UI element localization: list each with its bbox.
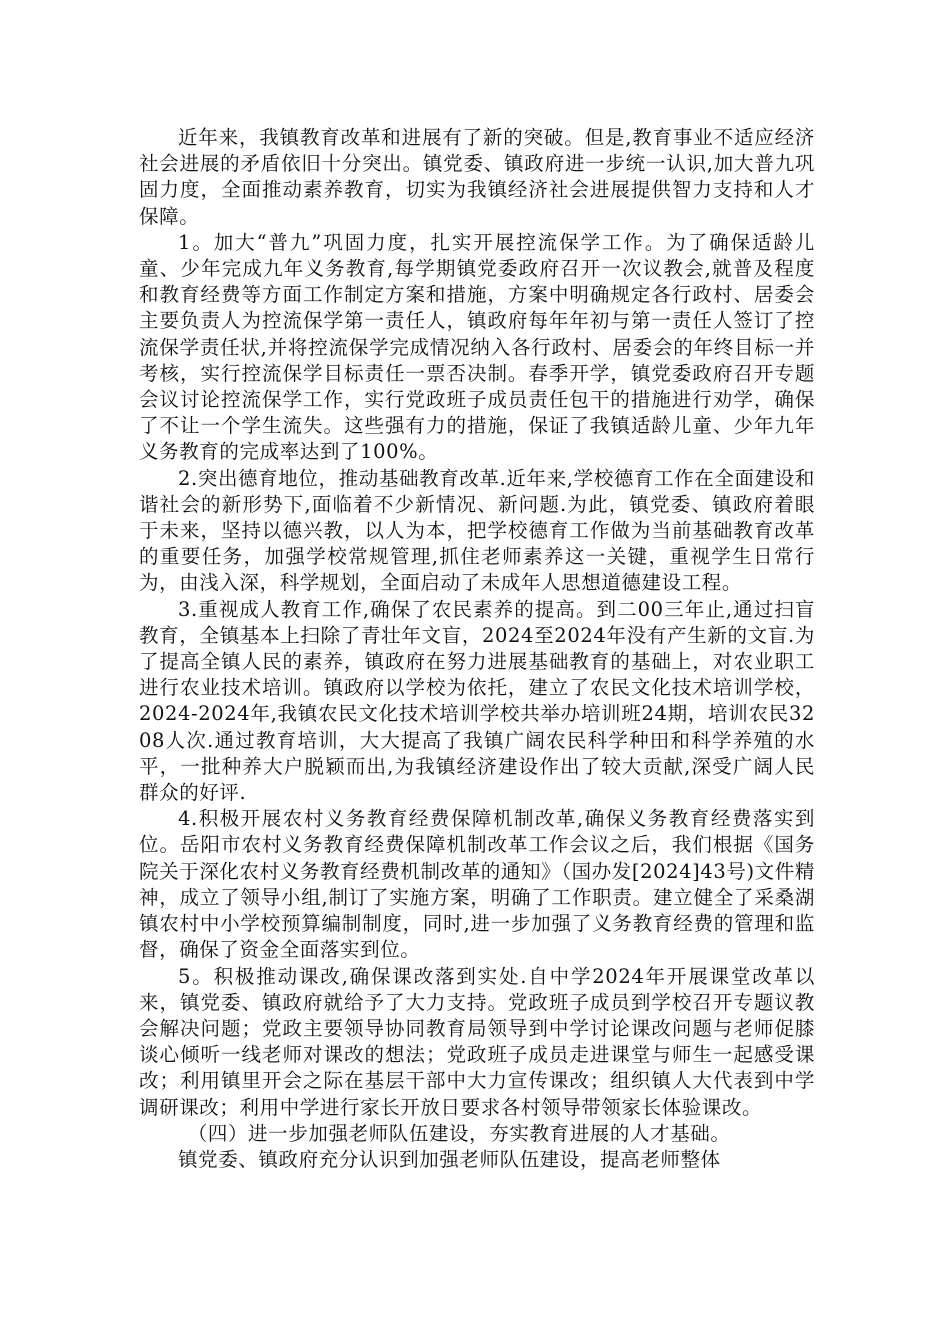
section-heading-4: （四）进一步加强老师队伍建设，夯实教育进展的人才基础。 xyxy=(187,1121,731,1145)
paragraph-intro: 近年来，我镇教育改革和进展有了新的突破。但是,教育事业不适应经济社会进展的矛盾依旧十分突出。镇党委、镇政府进一步统一认识,加大普九巩固力度，全面推动素养教育，切实为我镇经济社会进展提供智力支持和人才保障。 xyxy=(139,126,815,228)
paragraph-item-5: 5。积极推动课改,确保课改落到实处.自中学2024年开展课堂改革以来，镇党委、镇政府就给予了大力支持。党政班子成员到学校召开专题议教会解决问题；党政主要领导协同教育局领导到中学讨论课改问题与老师促膝谈心倾听一线老师对课改的想法；党政班子成员走进课堂与师生一起感受课改；利用镇里开会之际在基层干部中大力宣传课改；组织镇人大代表到中学调研课改；利用中学进行家长开放日要求各村领导带领家长体验课改。 xyxy=(139,964,815,1119)
document-body xyxy=(139,125,815,1173)
paragraph-item-3: 3.重视成人教育工作,确保了农民素养的提高。到二00三年止,通过扫盲教育，全镇基本上扫除了青壮年文盲，2024至2024年没有产生新的文盲.为了提高全镇人民的素养，镇政府在努力进展基础教育的基础上，对农业职工进行农业技术培训。镇政府以学校为依托，建立了农民文化技术培训学校，2024-2024年,我镇农民文化技术培训学校共举办培训班24期，培训农民3208人次.通过教育培训，大大提高了我镇广阔农民科学种田和科学养殖的水平，一批种养大户脱颖而出,为我镇经济建设作出了较大贡献,深受广阔人民群众的好评. xyxy=(139,597,815,805)
paragraph-section-4-start: 镇党委、镇政府充分认识到加强老师队伍建设，提高老师整体 xyxy=(178,1147,721,1171)
paragraph-item-4: 4.积极开展农村义务教育经费保障机制改革,确保义务教育经费落实到位。岳阳市农村义务教育经费保障机制改革工作会议之后，我们根据《国务院关于深化农村义务教育经费机制改革的通知》（国办发[2024]43号)文件精神，成立了领导小组,制订了实施方案，明确了工作职责。建立健全了采桑湖镇农村中小学校预算编制制度，同时,进一步加强了义务教育经费的管理和监督，确保了资金全面落实到位。 xyxy=(139,807,815,962)
paragraph-item-2: 2.突出德育地位，推动基础教育改革.近年来,学校德育工作在全面建设和谐社会的新形势下,面临着不少新情况、新问题.为此，镇党委、镇政府着眼于未来，坚持以德兴教，以人为本，把学校德育工作做为当前基础教育改革的重要任务，加强学校常规管理,抓住老师素养这一关键，重视学生日常行为，由浅入深，科学规划，全面启动了未成年人思想道德建设工程。 xyxy=(139,466,815,595)
paragraph-item-1: 1。加大“普九”巩固力度，扎实开展控流保学工作。为了确保适龄儿童、少年完成九年义务教育,每学期镇党委政府召开一次议教会,就普及程度和教育经费等方面工作制定方案和措施，方案中明确规定各行政村、居委会主要负责人为控流保学第一责任人，镇政府每年年初与第一责任人签订了控流保学责任状,并将控流保学完成情况纳入各行政村、居委会的年终目标一并考核，实行控流保学目标责任一票否决制。春季开学，镇党委政府召开专题会议讨论控流保学工作，实行党政班子成员责任包干的措施进行劝学，确保了不让一个学生流失。这些强有力的措施，保证了我镇适龄儿童、少年九年义务教育的完成率达到了100%。 xyxy=(139,230,815,464)
